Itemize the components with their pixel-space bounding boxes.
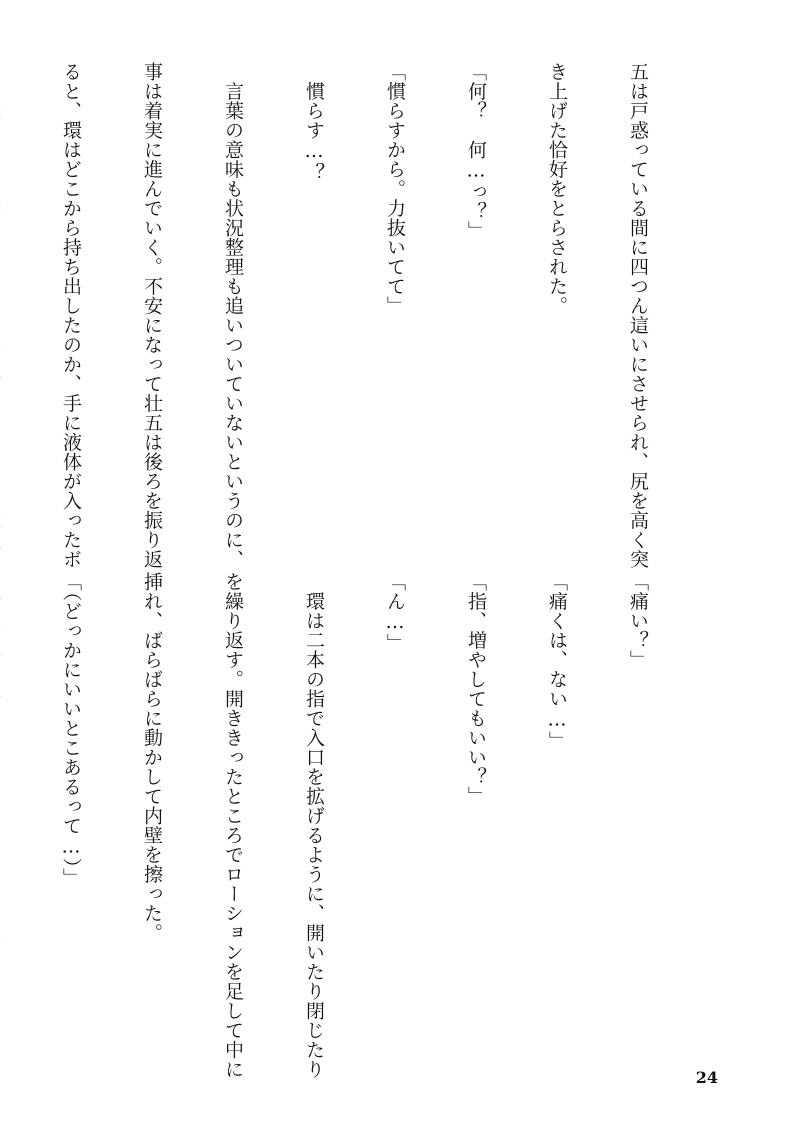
text-block-top: [60, 62, 705, 569]
text-line: [0, 62, 3, 552]
text-line: 事は着実に進んでいく。不安になって壮五は後ろを振り返: [141, 62, 163, 569]
text-line: 「（どっかにいいとこあるって…）」: [60, 572, 82, 888]
text-line: 言葉の意味も状況整理も追いついていないというのに、: [222, 62, 244, 569]
text-block-bottom: [60, 572, 705, 1079]
text-line: 「指、増やしてもいい？」: [465, 572, 487, 806]
text-line: 五は戸惑っている間に四つん這いにさせられ、尻を高く突: [627, 62, 649, 569]
text-line: 環は二本の指で入口を拡げるように、開いたり閉じたり: [303, 572, 325, 1079]
text-line: 「痛くは、ない…」: [546, 572, 568, 751]
text-line: を繰り返す。開ききったところでローションを足して中に: [222, 572, 244, 1079]
text-line: 「慣らすから。力抜いてて」: [384, 62, 406, 316]
text-line: 「ん…」: [384, 572, 406, 653]
text-line: き上げた恰好をとらされた。: [546, 62, 568, 316]
text-line: 慣らす…？: [303, 62, 325, 182]
text-line: [0, 572, 3, 1062]
text-line: 挿れ、ばらばらに動かして内壁を擦った。: [141, 572, 163, 943]
text-line: 「何？ 何…っ？」: [465, 62, 487, 241]
text-line: 「痛い？」: [627, 572, 649, 670]
text-line: ると、環はどこから持ち出したのか、手に液体が入ったボ: [60, 62, 82, 569]
page-number: 24: [695, 1068, 718, 1087]
